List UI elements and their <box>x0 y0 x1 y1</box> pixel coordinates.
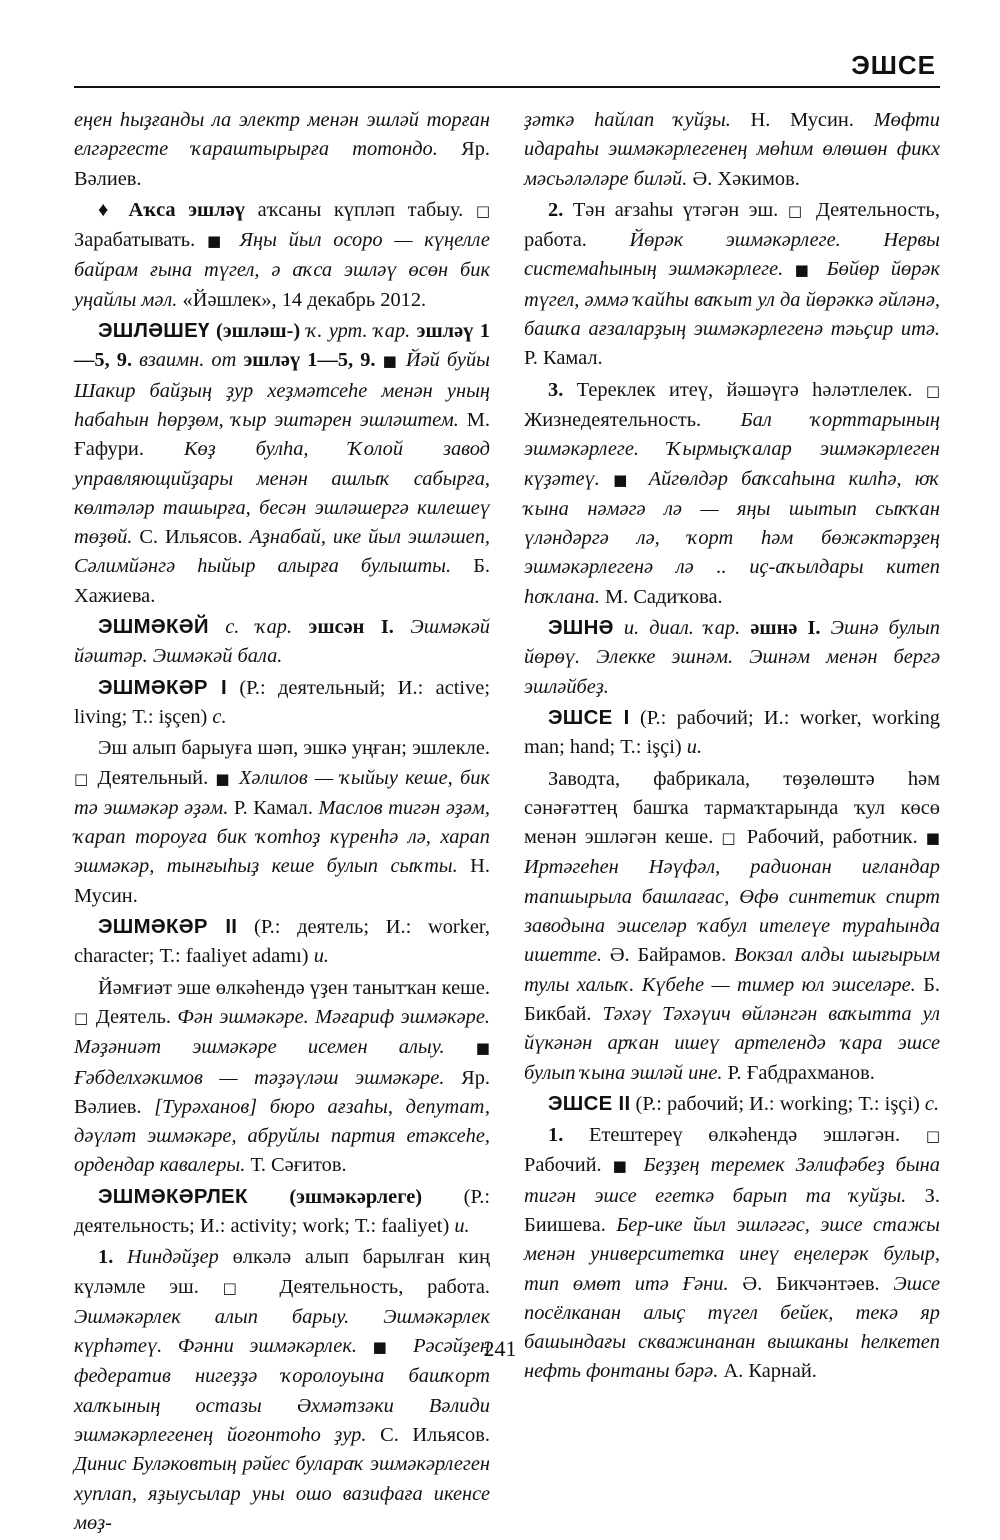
headword: ЭШЛӘШЕҮ <box>98 320 210 343</box>
page-number: 241 <box>483 1336 517 1361</box>
definition: Заводта, фабрикала, төҙөлөштә һәм сәнәғәттең башҡа тармаҡтарында ҡул көсө менән эшләгән кеше. □ Рабочий, работник. ■ Иртәгеһен Нәүфәл, радионан иғландар тапшырыла башлағас, Өфө синтетик спирт заводына эшселәр ҡабул ителеүе тураһында ишетте. Ә. Байрамов. Вокзал алды шығырым тулы халыҡ. Күбеһе — тимер юл эшселәре. Б. Бикбай. Тәхәү Тәхәүич өйләнгән ваҡытта ул йүкәнән арҡан ишеү артелендә ҡара эшсе булып ҡына эшләй ине. Р. Ғабдрахманов. <box>524 767 940 1084</box>
white-square-icon: □ <box>925 1127 940 1146</box>
sense-1: 1. Ниндәйҙер өлкәлә алып барылған киң күләмле эш. □ Деятельность, работа. Эшмәкәрлек алып барыу. Эшмәкәрлек күрһәтеү. Фәнни эшмәкәрлек. ■ Рәсәйҙең федератив нигеҙҙә ҡоролоуына башҡорт халҡының остазы Әхмәтзәки Вәлиди эшмәкәрлегенең йоғонтоһо ҙур. С. Ильясов. Динис Буләковтың рәйес булараҡ эшмәкәрлеген хуплап, яҙыусылар уны ошо вазифаға икенсе мөҙ- <box>74 1246 490 1534</box>
entry-continuation: ҙәткә һайлап ҡуйҙы. Н. Мусин. Мөфти идараһы эшмәкәрлегенең мөһим өлөшөн фикх мәсьәләләре биләй. Ә. Хәкимов. <box>524 109 940 190</box>
black-square-icon: ■ <box>206 232 228 251</box>
white-square-icon: □ <box>74 1008 90 1027</box>
right-column <box>524 106 940 1389</box>
idiom-block: ♦ Аҡса эшләү аҡсаны күпләп табыу. □ Зарабатывать. ■ Яңы йыл осоро — күңелле байрам ғына түгел, ә аҡса эшләү өсөн бик уңайлы мәл. «Йәшлек», 14 декабрь 2012. <box>74 198 491 311</box>
headword: ЭШСЕ I <box>548 706 630 729</box>
sense-2: 2. Тән ағзаһы үтәгән эш. □ Деятельность, работа. Йөрәк эшмәкәрлеге. Нервы системаһының эшмәкәрлеге. ■ Бөйөр йөрәк түгел, әммә ҡайһы ваҡыт ул да йөрәккә әйләнә, башҡа ағзаларҙың эшмәкәрлегенә тәьҫир итә. Р. Камал. <box>524 198 940 370</box>
entry-eshlasheu: ЭШЛӘШЕҮ (эшләш-) ҡ. урт. ҡар. эшләү 1—5, 9. взаимн. от эшләү 1—5, 9. ■ Йәй буйы Шакир байҙың ҙур хеҙмәтсеһе менән уның һабаһын һөрҙөм, ҡыр эштәрен эшләштем. М. Ғафури. Көҙ булһа, Ҡолой завод управляющийҙары менән ашлыҡ сабырға, көлтәләр ташырға, бесән эшләшергә килешеү төҙөй. С. Ильясов. Аҙнабай, ике йыл эшләшеп, Сәлимйәнгә һыйыр алырға булышты. Б. Хажиева. <box>74 320 490 607</box>
entry-eshna: ЭШНӘ и. диал. ҡар. әшнә I. Эшнә булып йөрөү. Элекке эшнәм. Эшнәм менән бергә эшләйбеҙ. <box>524 617 940 698</box>
entry-eshse-1: ЭШСЕ I (Р.: рабочий; И.: worker, working man; hand; Т.: işçi) и. <box>524 706 940 759</box>
entry-eshmakarlek: ЭШМӘКӘРЛЕК (эшмәкәрлеге) (Р.: деятельность; И.: activity; work; Т.: faaliyet) и. <box>74 1185 490 1237</box>
black-square-icon: ■ <box>612 1157 633 1176</box>
white-square-icon: □ <box>721 829 739 848</box>
black-square-icon: ■ <box>613 470 636 489</box>
white-square-icon: □ <box>787 201 807 220</box>
entry-eshse-2: ЭШСЕ II (Р.: рабочий; И.: working; Т.: işçi) с. <box>548 1092 940 1115</box>
headword: ЭШСЕ II <box>548 1092 631 1115</box>
entry-eshmakar-1: ЭШМӘКӘР I (Р.: деятельный; И.: active; living; Т.: işçen) с. <box>74 676 490 728</box>
running-head: ЭШСЕ <box>851 50 936 80</box>
definition: Эш алып барыуға шәп, эшкә уңған; эшлекле. □ Деятельный. ■ Хәлилов — ҡыйыу кеше, бик тә эшмәкәр әҙәм. Р. Камал. Маслов тигән әҙәм, ҡарап тороуға бик ҡотһоҙ күренһә лә, харап эшмәкәр, тынғыһыҙ кеше булып сыҡты. Н. Мусин. <box>74 737 490 907</box>
entry-eshmakay: ЭШМӘКӘЙ с. ҡар. эшсән I. Эшмәкәй йәштәр. Эшмәкәй бала. <box>74 616 490 668</box>
white-square-icon: □ <box>925 381 940 400</box>
sense-1: 1. Етештереү өлкәһендә эшләгән. □ Рабочий. ■ Беҙҙең теремек Зәлифәбеҙ бына тигән эшсе егеткә барып та ҡуйҙы. З. Биишева. Бер-ике йыл эшләгәс, эшсе стажы менән университетка инеү еңелерәк булыр, тип өмөт итә Ғәни. Ә. Бикчәнтәев. Эшсе посёлканан алыҫ түгел бейек, текә яр башындағы скважинанан вышканы һелкетеп нефть фонтаны бәрә. А. Карнай. <box>524 1124 940 1383</box>
definition: Йәмғиәт эше өлкәһендә үҙен танытҡан кеше. □ Деятель. Фән эшмәкәре. Мәғариф эшмәкәре. Мәҙәниәт эшмәкәре исемен алыу. ■ Ғәбделхәкимов — тәҙәүләш эшмәкәре. Яр. Вәлиев. [Турәханов] бюро ағзаһы, депутат, дәүләт эшмәкәре, абруйлы партия етәксеһе, ордендар кавалеры. Т. Сәғитов. <box>74 976 490 1177</box>
headword: ЭШМӘКӘР I <box>98 676 227 699</box>
black-square-icon: ■ <box>794 261 816 280</box>
black-square-icon: ■ <box>372 1338 398 1357</box>
black-square-icon: ■ <box>925 829 940 848</box>
black-square-icon: ■ <box>215 769 232 788</box>
black-square-icon: ■ <box>382 352 399 371</box>
sense-3: 3. Тереклек итеү, йәшәүгә һәләтлелек. □ Жизнедеятельность. Бал ҡорттарының эшмәкәрлеге. Ҡырмыҫҡалар эшмәкәрлеген күҙәтеү. ■ Айгөлдәр баҡсаһына килһә, юҡ ҡына нәмәгә лә — яңы шытып сыҡҡан үләндәргә лә, ҡорт һәм бөжәктәрҙең эшмәкәрлегенә лә .. иҫ-аҡылдары китеп һоҡлана. М. Садиҡова. <box>524 378 940 608</box>
headword: ЭШМӘКӘР II <box>98 916 238 939</box>
diamond-icon: ♦ <box>98 198 116 221</box>
header-rule <box>74 86 940 88</box>
black-square-icon: ■ <box>475 1039 490 1058</box>
white-square-icon: □ <box>475 201 491 220</box>
headword: ЭШНӘ <box>548 617 614 640</box>
white-square-icon: □ <box>74 769 91 788</box>
idiom-headword: Аҡса эшләү <box>128 198 245 221</box>
headword: ЭШМӘКӘРЛЕК <box>98 1185 248 1208</box>
entry-eshmakar-2: ЭШМӘКӘР II (Р.: деятель; И.: worker, character; Т.: faaliyet adamı) и. <box>74 916 491 968</box>
headword: ЭШМӘКӘЙ <box>98 616 209 639</box>
left-column <box>74 106 490 1540</box>
entry-continuation: еңен һыҙғанды ла электр менән эшләй торған елгәргесте ҡараштырырға тотондо. Яр. Вәлиев. <box>74 109 490 190</box>
white-square-icon: □ <box>222 1278 256 1297</box>
